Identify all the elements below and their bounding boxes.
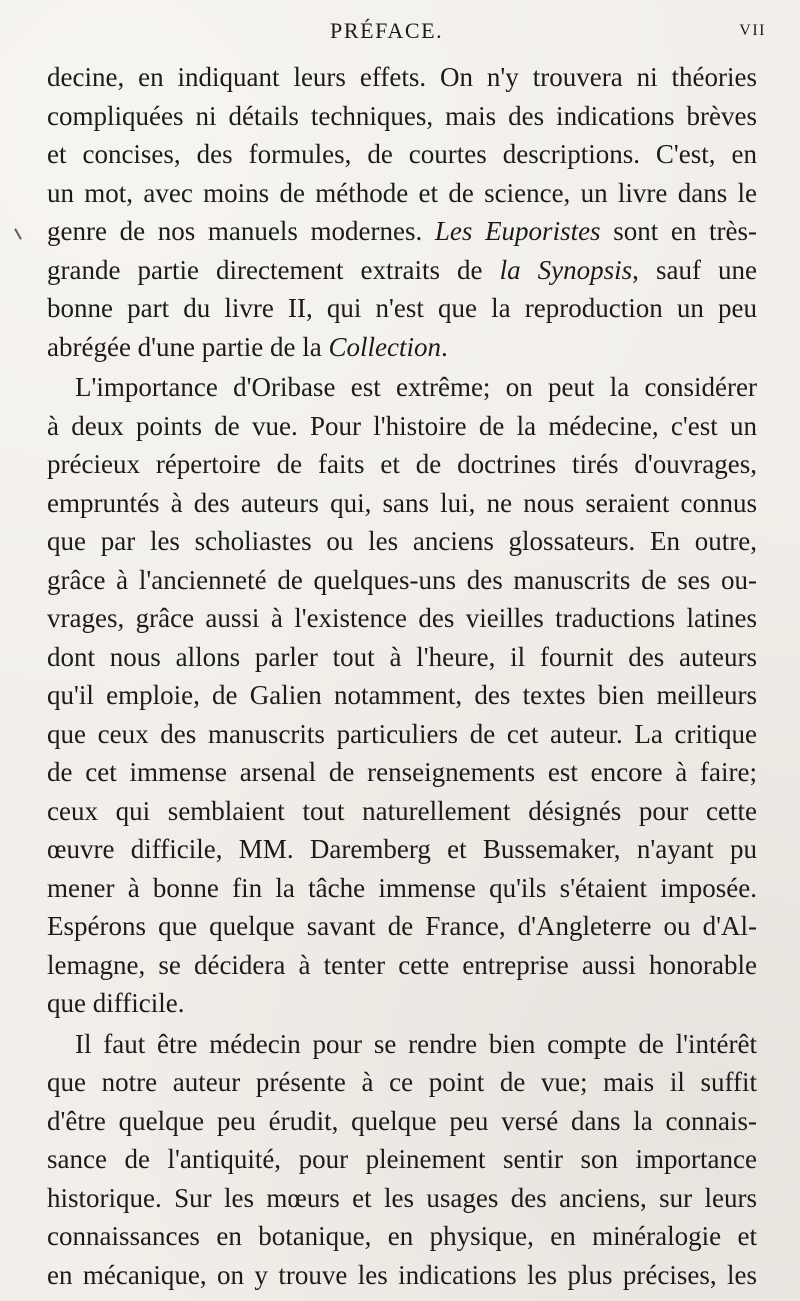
text-line: historique. Sur les mœurs et les usages des anciens, sur leurs: [47, 1182, 757, 1213]
text-line: Espérons que quelque savant de France, d'Angleterre ou d'Al-: [47, 911, 757, 941]
text-line: précieux répertoire de faits et de doctrines tirés d'ouvrages,: [47, 449, 757, 479]
text-line: que difficile.: [47, 988, 185, 1018]
text-line: grâce à l'ancienneté de quelques-uns des manuscrits de ses ou-: [47, 564, 757, 595]
text-line: decine, en indiquant leurs effets. On n'y trouvera ni théories: [47, 62, 757, 92]
text-line: mener à bonne fin la tâche immense qu'ils s'étaient imposée.: [47, 872, 757, 903]
text-line: bonne part du livre II, qui n'est que la reproduction un peu: [47, 293, 757, 323]
italic-title: la Synopsis: [499, 254, 633, 285]
running-header: [0, 18, 800, 48]
text-line: d'être quelque peu érudit, quelque peu versé dans la connais-: [47, 1105, 757, 1136]
text-line: lemagne, se décidera à tenter cette entreprise aussi honorable: [47, 949, 757, 980]
text-line: en mécanique, on y trouve les indications les plus précises, les: [47, 1259, 757, 1290]
text-line-italic-synopsis: grande partie directement extraits de la Synopsis, sauf une: [47, 254, 757, 285]
margin-mark: [14, 228, 22, 239]
text-line-italic-euporistes: genre de nos manuels modernes. Les Euporistes sont en très-: [47, 216, 757, 246]
italic-title: Les Euporistes: [434, 216, 601, 246]
text-line: empruntés à des auteurs qui, sans lui, ne nous seraient connus: [47, 487, 757, 518]
text-line: œuvre difficile, MM. Daremberg et Bussemaker, n'ayant pu: [47, 834, 757, 864]
text-line: vrages, grâce aussi à l'existence des vieilles traductions latines: [47, 603, 757, 633]
text-line: qu'il emploie, de Galien notamment, des textes bien meilleurs: [47, 680, 757, 710]
text-line: que ceux des manuscrits particuliers de cet auteur. La critique: [47, 718, 757, 749]
text-line: compliquées ni détails techniques, mais des indications brèves: [47, 100, 757, 131]
text-line: de cet immense arsenal de renseignements est encore à faire;: [47, 757, 757, 787]
text-line: dont nous allons parler tout à l'heure, il fournit des auteurs: [47, 641, 757, 672]
body-text: [47, 58, 757, 1294]
text-line: sance de l'antiquité, pour pleinement sentir son importance: [47, 1144, 757, 1174]
text-line: un mot, avec moins de méthode et de science, un livre dans le: [47, 177, 757, 208]
page-number: VII: [739, 22, 766, 39]
page-title: PRÉFACE.: [330, 18, 444, 43]
text-line: que par les scholiastes ou les anciens glossateurs. En outre,: [47, 526, 757, 556]
text-line: L'importance d'Oribase est extrême; on peut la considérer: [75, 372, 757, 402]
text-line-italic-collection: abrégée d'une partie de la Collection.: [47, 331, 448, 362]
text-line: Il faut être médecin pour se rendre bien compte de l'intérêt: [75, 1028, 757, 1059]
text-line: et concises, des formules, de courtes descriptions. C'est, en: [47, 139, 757, 169]
text-line: connaissances en botanique, en physique, en minéralogie et: [47, 1221, 757, 1251]
text-line: que notre auteur présente à ce point de vue; mais il suffit: [47, 1067, 757, 1097]
text-line: à deux points de vue. Pour l'histoire de la médecine, c'est un: [47, 410, 757, 441]
text-line: ceux qui semblaient tout naturellement désignés pour cette: [47, 795, 757, 826]
italic-title: Collection: [328, 331, 441, 362]
